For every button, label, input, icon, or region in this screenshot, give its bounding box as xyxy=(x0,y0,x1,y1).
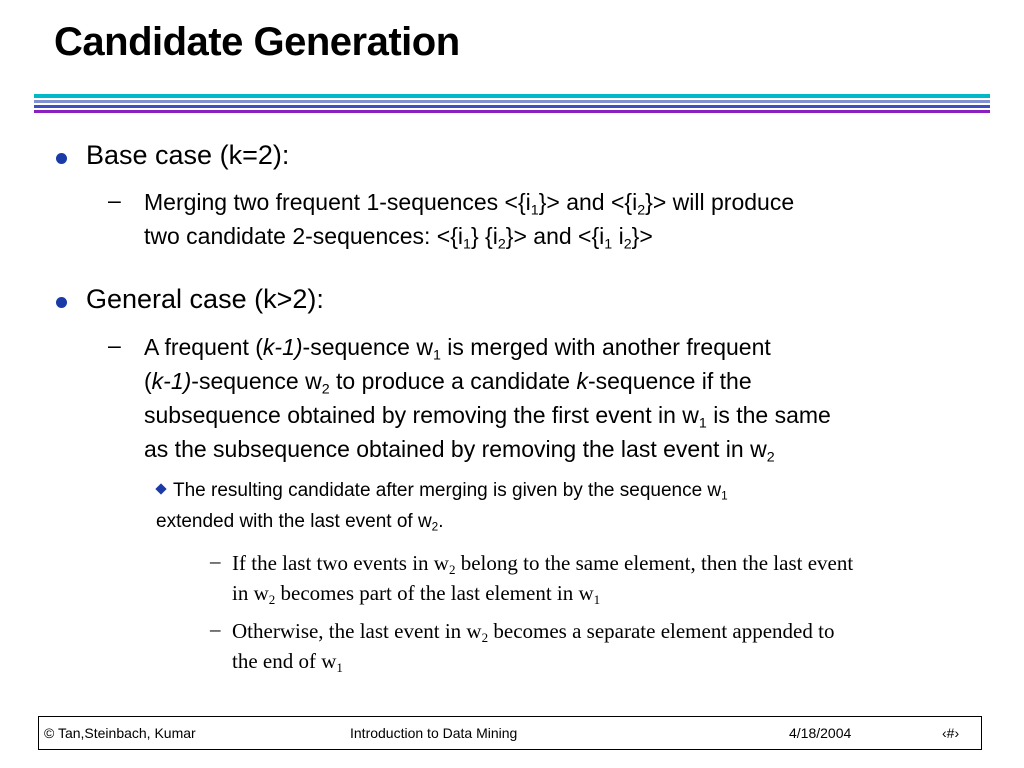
dash-icon: – xyxy=(210,617,221,641)
base-case-line-2: two candidate 2-sequences: $<\{i_1\}$ $\{i_2\}>$ and $<\{i_1$ $i_2\}>$ xyxy=(144,223,653,253)
footer-authors: © Tan,Steinbach, Kumar xyxy=(44,725,196,741)
diamond-bullet-icon xyxy=(155,484,166,495)
rule-1-line-2: in $w_2$ becomes part of the last element in $w_1$ xyxy=(232,581,601,607)
title-divider-cyan xyxy=(34,94,990,98)
rule-1-line-1: If the last two events in $w_2$ belong to the same element, then the last event xyxy=(232,551,854,577)
base-case-line-1: Merging two frequent 1-sequences $<\{i_1\}>$ and $<\{i_2\}>$ will produce xyxy=(144,189,795,219)
base-case-heading: Base case (k=2): xyxy=(86,140,290,170)
sub-bullet-line-1: The resulting candidate after merging is given by the sequence $w_1$ xyxy=(152,475,728,506)
dash-icon: – xyxy=(108,187,121,213)
bullet-dot-icon xyxy=(56,297,67,308)
general-case-line-2: (k-1)-sequence $w_2$ to produce a candidate k-sequence if the xyxy=(144,368,752,398)
footer-date: 4/18/2004 xyxy=(789,725,852,741)
general-case-heading: General case (k>2): xyxy=(86,284,324,314)
footer-page-number: ‹#› xyxy=(942,725,960,741)
rule-2-line-1: Otherwise, the last event in $w_2$ becomes a separate element appended to xyxy=(232,619,835,645)
rule-2-line-2: the end of $w_1$ xyxy=(232,649,343,675)
title-divider-blue xyxy=(34,105,990,108)
title-divider-light-blue xyxy=(34,100,990,103)
dash-icon: – xyxy=(210,549,221,573)
slide-title: Candidate Generation xyxy=(54,20,460,64)
general-case-line-1: A frequent (k-1)-sequence $w_1$ is merged with another frequent xyxy=(144,334,771,364)
title-divider-purple xyxy=(34,110,990,113)
sub-bullet-line-2: extended with the last event of $w_2$. xyxy=(156,511,444,534)
slide-footer xyxy=(38,716,982,750)
footer-course: Introduction to Data Mining xyxy=(350,725,518,741)
bullet-dot-icon xyxy=(56,153,67,164)
dash-icon: – xyxy=(108,332,121,358)
general-case-line-3: subsequence obtained by removing the first event in $w_1$ is the same xyxy=(144,402,831,432)
general-case-line-4: as the subsequence obtained by removing the last event in $w_2$ xyxy=(144,436,775,466)
